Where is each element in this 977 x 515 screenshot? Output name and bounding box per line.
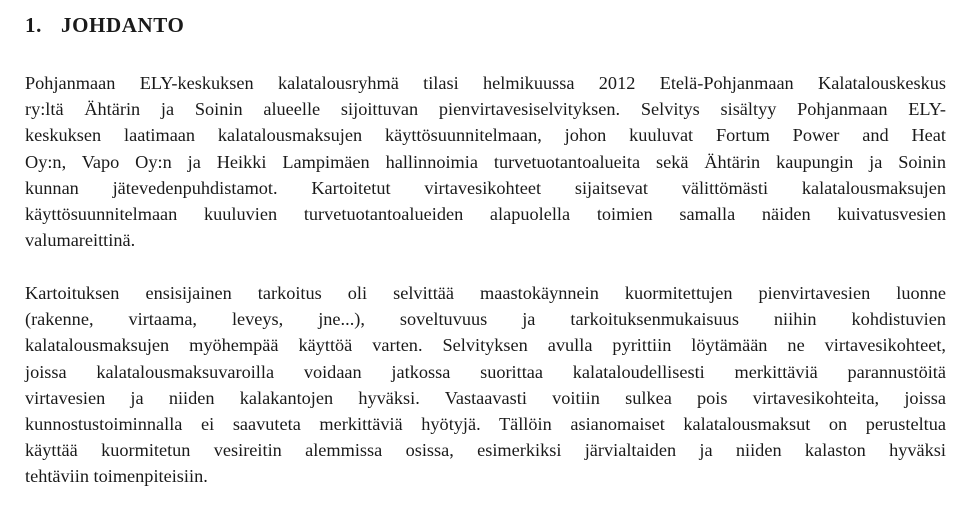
paragraph-intro [25,70,946,253]
text-line: kalatalousmaksujen myöhempää käyttöä varten. Selvityksen avulla pyrittiin löytämään ne virtavesikohteet, [25,335,946,356]
text-line: Oy:n, Vapo Oy:n ja Heikki Lampimäen hallinnoimia turvetuotantoalueita sekä Ähtärin kaupungin ja Soinin [25,151,946,172]
text-line: kunnostustoiminnalla ei saavuteta merkittäviä hyötyjä. Tällöin asianomaiset kalatalousmaksut on perusteltua [25,413,946,434]
text-line: ry:ltä Ähtärin ja Soinin alueelle sijoittuvan pienvirtavesiselvityksen. Selvitys sisältyy Pohjanmaan ELY- [25,99,946,120]
section-title: JOHDANTO [61,13,185,37]
text-line: valumareittinä. [25,230,136,251]
text-line: (rakenne, virtaama, leveys, jne...), soveltuvuus ja tarkoituksenmukaisuus niihin kohdistuvien [25,309,946,330]
section-number: 1. [25,13,42,37]
section-heading [25,13,184,38]
text-line: kunnan jätevedenpuhdistamot. Kartoitetut virtavesikohteet sijaitsevat välittömästi kalatalousmaksujen [25,177,946,198]
text-line: joissa kalatalousmaksuvaroilla voidaan jatkossa suorittaa kalataloudellisesti merkittäviä parannustöitä [25,361,946,382]
text-line: keskuksen laatimaan kalatalousmaksujen käyttösuunnitelmaan, johon kuuluvat Fortum Power and Heat [25,125,946,146]
text-line: käyttösuunnitelmaan kuuluvien turvetuotantoalueiden alapuolella toimien samalla näiden kuivatusvesien [25,203,946,224]
paragraph-purpose [25,280,946,490]
text-line: tehtäviin toimenpiteisiin. [25,466,208,487]
text-line: virtavesien ja niiden kalakantojen hyväksi. Vastaavasti voitiin sulkea pois virtavesikohteita, joissa [25,387,946,408]
text-line: Kartoituksen ensisijainen tarkoitus oli selvittää maastokäynnein kuormitettujen pienvirtavesien luonne [25,283,946,303]
text-line: käyttää kuormitetun vesireitin alemmissa osissa, esimerkiksi järvialtaiden ja niiden kalaston hyväksi [25,440,946,461]
text-line: Pohjanmaan ELY-keskuksen kalatalousryhmä tilasi helmikuussa 2012 Etelä-Pohjanmaan Kalatalouskeskus [25,73,946,93]
